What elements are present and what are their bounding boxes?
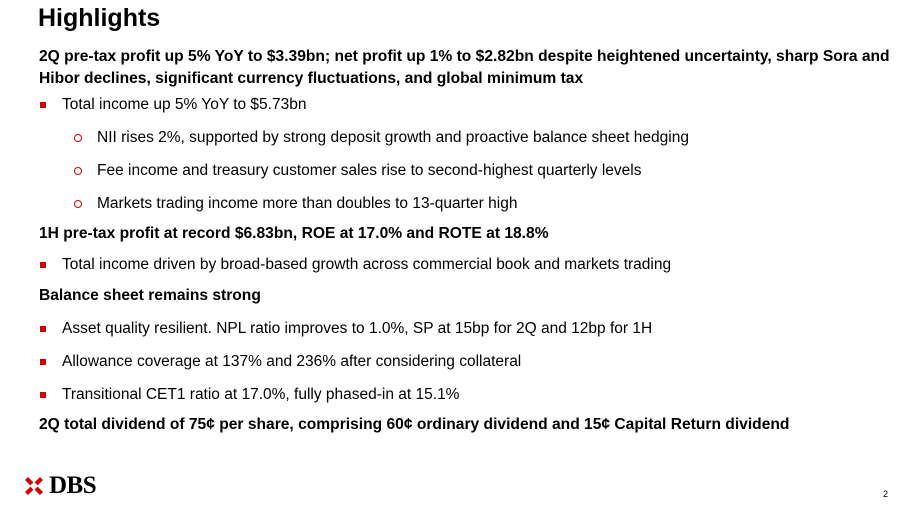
bullet-text: Asset quality resilient. NPL ratio improves to 1.0%, SP at 15bp for 2Q and 12bp for 1H	[62, 320, 653, 337]
section3-heading: Balance sheet remains strong	[39, 287, 261, 304]
slide-title: Highlights	[38, 4, 161, 32]
bullet-text: Allowance coverage at 137% and 236% after considering collateral	[62, 353, 522, 370]
bullet-text: Total income driven by broad-based growth across commercial book and markets trading	[62, 256, 672, 273]
square-bullet-icon	[40, 392, 46, 398]
slide-content	[39, 46, 895, 436]
bullet-broad-based-growth	[39, 255, 895, 275]
subbullet-markets-trading	[39, 194, 895, 214]
square-bullet-icon	[40, 102, 46, 108]
subbullet-nii	[39, 128, 895, 148]
subbullet-fee-income	[39, 161, 895, 181]
bullet-text: Transitional CET1 ratio at 17.0%, fully phased-in at 15.1%	[62, 386, 460, 403]
logo-wordmark: DBS	[49, 472, 97, 499]
bullet-allowance-coverage	[39, 352, 895, 372]
dbs-star-icon	[22, 474, 46, 498]
dbs-logo	[22, 474, 96, 498]
square-bullet-icon	[40, 359, 46, 365]
square-bullet-icon	[40, 326, 46, 332]
subbullet-text: NII rises 2%, supported by strong deposit growth and proactive balance sheet hedging	[97, 129, 689, 146]
bullet-cet1-ratio	[39, 385, 895, 405]
bullet-text: Total income up 5% YoY to $5.73bn	[62, 96, 307, 113]
subbullet-text: Markets trading income more than doubles to 13-quarter high	[97, 195, 518, 212]
section4-heading: 2Q total dividend of 75¢ per share, comprising 60¢ ordinary dividend and 15¢ Capital Return dividend	[39, 416, 790, 433]
bullet-total-income	[39, 95, 895, 115]
circle-bullet-icon	[74, 167, 82, 175]
subbullet-text: Fee income and treasury customer sales rise to second-highest quarterly levels	[97, 162, 642, 179]
circle-bullet-icon	[74, 134, 82, 142]
page-number: 2	[883, 489, 889, 499]
square-bullet-icon	[40, 262, 46, 268]
section1-heading: 2Q pre-tax profit up 5% YoY to $3.39bn; net profit up 1% to $2.82bn despite heightened uncertainty, sharp Sora and Hibor declines, significant currency fluctuations, and global minimum tax	[39, 48, 890, 87]
bullet-asset-quality	[39, 319, 895, 339]
section2-heading: 1H pre-tax profit at record $6.83bn, ROE at 17.0% and ROTE at 18.8%	[39, 225, 549, 242]
circle-bullet-icon	[74, 200, 82, 208]
